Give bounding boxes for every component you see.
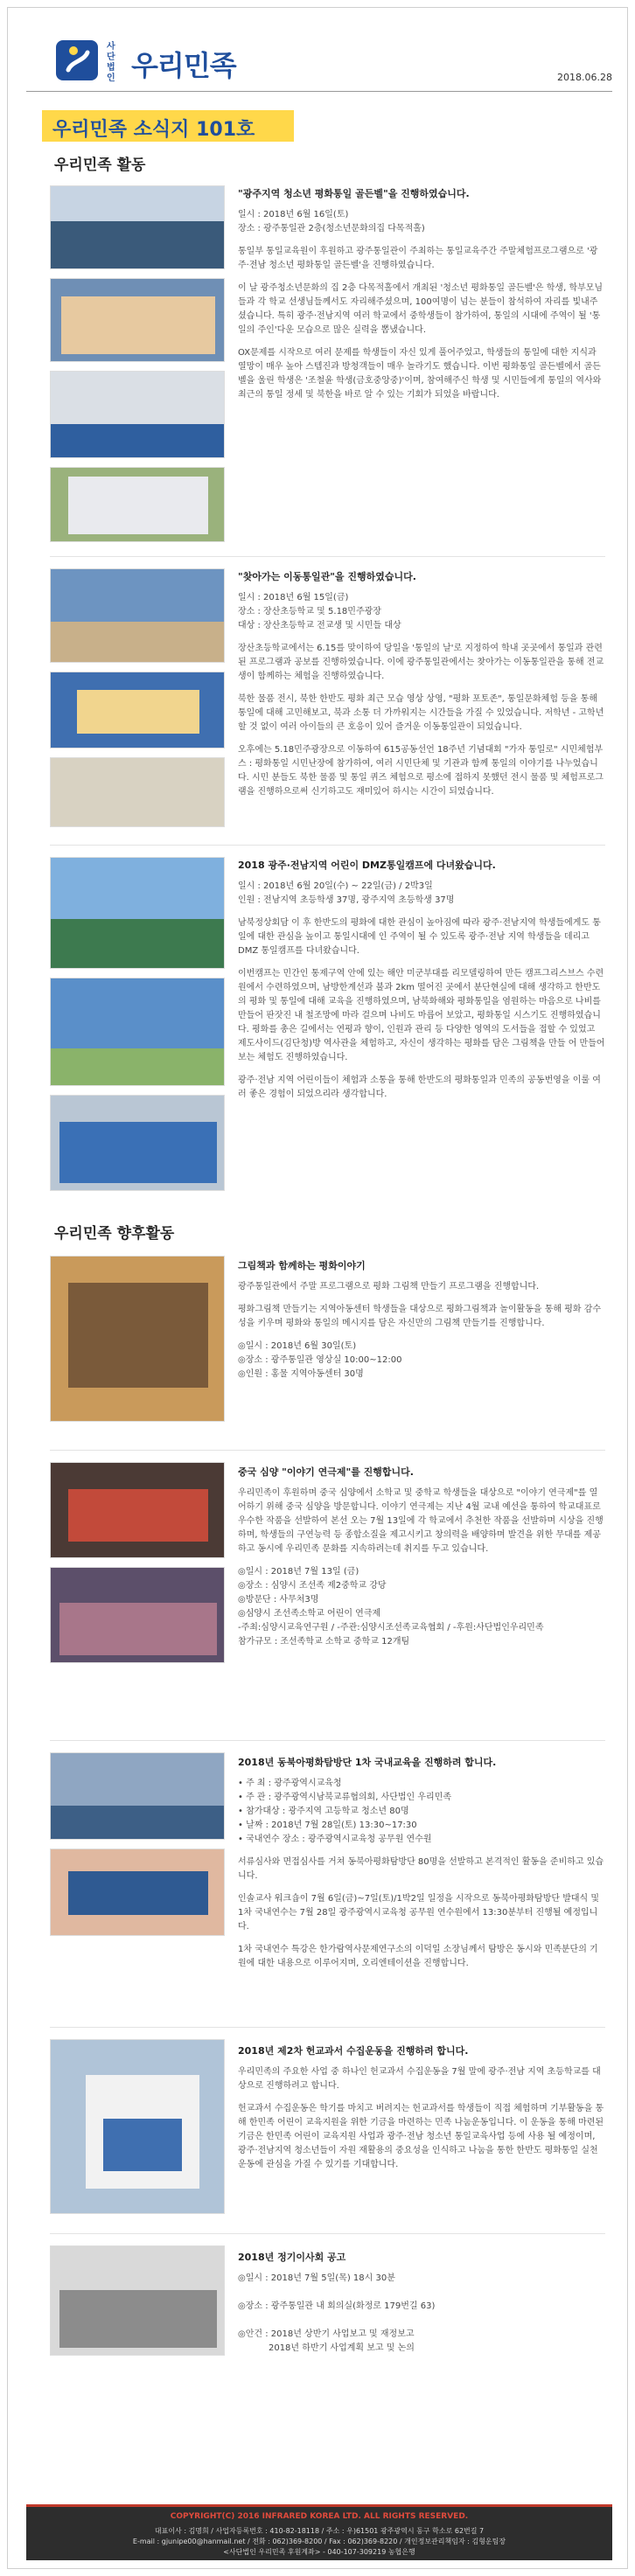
article-meta: 장소 : 장산초등학교 및 5.18민주광장: [238, 607, 381, 616]
article-3: [238, 859, 605, 1110]
article-meta: ◎일시 : 2018년 6월 30일(토): [238, 1341, 357, 1351]
article-2: [238, 570, 605, 808]
footer: [26, 2504, 612, 2560]
article-title: "찾아가는 이동통일관"을 진행하였습니다.: [238, 571, 416, 582]
article-photo: [50, 672, 225, 748]
article-photo: [50, 1752, 225, 1840]
newsletter-title-band: [42, 110, 294, 142]
article-paragraph: 남북정상회담 이 후 한반도의 평화에 대한 관심이 높아짐에 따라 광주·전남지역 학생들에게도 통일에 대한 관심을 높이고 통일시대에 인 주역이 될 수 있도록 광주·전남 지역 학생들을 데리고 DMZ 통일캠프를 다녀왔습니다.: [238, 918, 601, 956]
article-meta: 일시 : 2018년 6월 15일(금): [238, 593, 349, 602]
article-meta: ◎심양시 조선족소학교 어린이 연극제: [238, 1609, 381, 1619]
header-divider: [26, 91, 612, 92]
article-photo: [50, 1567, 225, 1663]
footer-address: [26, 2526, 612, 2558]
article-divider: [50, 1450, 605, 1451]
article-title: "광주지역 청소년 평화통일 골든벨"을 진행하였습니다.: [238, 188, 470, 199]
logo-emblem-icon: [52, 35, 105, 84]
logo-text: 우리민족: [131, 49, 236, 82]
article-meta: 일시 : 2018년 6월 16일(토): [238, 210, 349, 219]
article-meta: 일시 : 2018년 6월 20일(수) ~ 22일(금) / 2박3일: [238, 881, 433, 891]
article-paragraph: OX문제를 시작으로 여러 문제를 학생들이 자신 있게 풀어주었고, 학생들의 통일에 대한 지식과 열망이 매우 높아 스텝진과 방청객들이 매우 놀라기도 했습니다. 이번 평화통일 골든벨에서 골든벨을 울린 학생은 '조철윤 학생(금호중앙중)'이며, 참여해주신 학생 및 시민들에게 통일의 역사와 최근의 통일 정세 및 북한을 바로 알 수 있는 기회가 되었을 바랍니다.: [238, 348, 602, 400]
article-paragraph: 통일부 통일교육원이 후원하고 광주통일관이 주최하는 통일교육주간 주말체험프로그램으로 '광주·전남 청소년 평화통일 골든벨'을 진행하였습니다.: [238, 247, 598, 270]
article-meta: ◎일시 : 2018년 7월 5일(목) 18시 30분: [238, 2273, 395, 2283]
article-meta: 인원 : 전남지역 초등학생 37명, 광주지역 초등학생 37명: [238, 895, 455, 905]
article-meta: • 날짜 : 2018년 7월 28일(토) 13:30~17:30: [238, 1821, 417, 1830]
article-paragraph: 장산초등학교에서는 6.15를 맞이하여 당일을 '통일의 날'로 지정하여 학내 곳곳에서 통일과 관련된 프로그램과 공보를 진행하였습니다. 이에 광주통일관에서는 찾아가는 이동통일관을 통해 전교생이 함께하는 체험을 진행하였습니다.: [238, 644, 604, 681]
footer-line: E-mail : gjunipe00@hanmail.net / 전화 : 062)369-8200 / Fax : 062)369-8220 / 개인정보관리책임자 : 김형운팀장: [132, 2538, 506, 2545]
article-paragraph: 평화그림책 만들기는 지역아동센터 학생들을 대상으로 평화그림책과 놀이활동을 통해 평화 감수성을 키우며 평화와 통일의 메시지를 담은 자신만의 그림책 만들기를 진행합니다.: [238, 1305, 602, 1328]
article-4: [238, 1259, 605, 1390]
article-meta: [238, 2314, 605, 2328]
article-paragraph: 이 날 광주청소년문화의 집 2층 다목적홀에서 개최된 '청소년 평화통일 골든벨'은 학생, 학부모님들과 각 학교 선생님들께서도 자리해주셨으며, 100여명이 넘는 분들이 참석하여 자리를 빛내주셨습니다. 특히 광주·전남지역 여러 학교에서 중학생들이 참가하여, 통일의 시대에 주역이 될 '통일의 주인'다운 모습으로 많은 실력을 뽐냈습니다.: [238, 283, 604, 335]
article-photo: [50, 978, 225, 1086]
article-photo: [50, 1848, 225, 1936]
article-1: [238, 187, 605, 411]
article-meta: ◎안건 : 2018년 상반기 사업보고 및 재정보고: [238, 2329, 415, 2339]
article-meta: ◎장소 : 심양시 조선족 제2중학교 강당: [238, 1581, 387, 1591]
article-paragraph: 광주·전남 지역 어린이들이 체험과 소통을 통해 한반도의 평화통일과 민족의 공동번영을 이룰 여러 좋은 경험이 되었으리라 생각합니다.: [238, 1076, 601, 1099]
article-divider: [50, 2027, 605, 2028]
article-paragraph: 1차 국내연수 특강은 한가람역사문제연구소의 이덕일 소장님께서 탐방은 동시와 민족분단의 기원에 대한 내용으로 이루어지며, 오리엔테이션을 진행합니다.: [238, 1945, 598, 1968]
article-paragraph: 헌교과서 수집운동은 학기를 마치고 버려지는 헌교과서를 학생들이 직접 체험하며 기부활동을 통해 한민족 어린이 교육지원을 위한 기금을 마련하는 민족 나눔운동입니다. 이 운동을 통해 마련된 기금은 한민족 어린이 교육지원 사업과 광주·전남 청소년 통일교육사업 등에 사용 될 예정이며, 광주·전남지역 청소년들이 자원 재활용의 중요성을 인식하고 나눔을 통한 한반도 평화통일 실천운동에 관심을 가질 수 있기를 기대합니다.: [238, 2104, 604, 2169]
article-meta: ◎인원 : 홍물 지역아동센터 30명: [238, 1369, 364, 1379]
article-paragraph: 서류심사와 면접심사를 거쳐 동북아평화탐방단 80명을 선발하고 본격적인 활동을 준비하고 있습니다.: [238, 1857, 604, 1881]
section-heading-activities: 우리민족 활동: [54, 157, 146, 174]
article-paragraph: 이번캠프는 민간인 통제구역 안에 있는 해안 미군부대를 리모델링하여 만든 캠프그리스브스 수련원에서 수련하였으며, 남방한계선과 불과 2km 떨어진 곳에서 분단현실에 대해 생각하고 한반도의 평화 및 통일에 대해 교육을 진행하였으며, 남북화해와 평화통일을 염원하는 마음으로 나비를 만들어 판잣진 내 철조망에 마라 걸으며 나비도 마릅어 보았고, 평화통일 시스기도 진행하였습니다. 평화를 총은 길에서는 연평과 향이, 인원과 관리 등 다양한 영역의 도서들을 접할 수 있었고 제도사이드(김단청)방 역사관을 체험하고, 자신이 생각하는 평화를 담은 그림책을 만들 어 만들어 보는 체험도 진행하였습니다.: [238, 969, 605, 1062]
article-meta: -주최:심양시교육연구원 / -주관:심양시조선족교육협회 / -후원:사단법인우리민족: [238, 1623, 544, 1633]
footer-copyright: COPYRIGHT(C) 2016 INFRARED KOREA LTD. ALL RIGHTS RESERVED.: [170, 2512, 469, 2521]
article-paragraph: 오후에는 5.18민주광장으로 이동하여 615공동선언 18주년 기념대회 "가자 통일로" 시민체험부스 : 평화통일 시민난장에 참가하여, 여러 시민단체 및 기관과 함께 통일의 이야기를 나누었습니다. 시민 분들도 북한 물품 및 통일 퀴즈 체험으로 평소에 접하지 못했던 전시 물품 및 체험프로그램을 진행하으로써 신기하고도 재미있어 하시는 시간이 되었습니다.: [238, 745, 604, 797]
article-paragraph: 우리민족의 주요한 사업 중 하나인 헌교과서 수집운동을 7월 말에 광주·전남 지역 초등학교를 대상으로 진행하려고 합니다.: [238, 2067, 601, 2091]
article-divider: [50, 2233, 605, 2234]
header: [26, 26, 612, 87]
article-photo: [50, 857, 225, 969]
article-meta: • 주 최 : 광주광역시교육청: [238, 1779, 342, 1788]
article-meta: 참가규모 : 조선족학교 소학교 중학교 12개팀: [238, 1637, 410, 1647]
article-meta: • 국내연수 장소 : 광주광역시교육청 공무원 연수원: [238, 1835, 432, 1844]
article-paragraph: 광주통일관에서 주말 프로그램으로 평화 그림책 만들기 프로그램을 진행합니다.: [238, 1282, 540, 1291]
article-6: [238, 1756, 605, 1980]
article-photo: [50, 185, 225, 269]
article-title: 2018 광주·전남지역 어린이 DMZ통일캠프에 다녀왔습니다.: [238, 860, 496, 871]
article-photo: [50, 1256, 225, 1422]
article-paragraph: 우리민족이 후원하며 중국 심양에서 소학교 및 중학교 학생들을 대상으로 "이야기 연극제"를 열어하기 위해 중국 심양을 방문합니다. 이야기 연극제는 지난 4월 교내 예선을 통하여 학교대표로 우수한 작품을 선발하여 본선 오는 7월 13일에 각 학교에서 추천한 작품을 선발하며 시상을 진행하며, 학생들의 구연능력 등 종합소질을 제고시키고 창의력을 배양하며 발견을 위한 무대를 제공하고 동시에 우리민족 문화를 지속하려는데 취지를 두고 있습니다.: [238, 1488, 604, 1554]
article-meta: ◎장소 : 광주통일관 내 회의실(화정로 179번길 63): [238, 2301, 436, 2311]
article-title: 2018년 제2차 헌교과서 수집운동을 진행하려 합니다.: [238, 2045, 469, 2057]
article-5: [238, 1466, 605, 1658]
newsletter-title: 우리민족 소식지 101호: [52, 119, 255, 141]
logo-small-text: 사단법인: [107, 42, 115, 83]
issue-date: 2018.06.28: [557, 72, 612, 83]
article-paragraph: 인솔교사 워크숍이 7월 6일(금)~7일(토)/1박2일 일정을 시작으로 동북아평화탐방단 발대식 및 1차 국내연수는 7월 28일 광주광역시교육청 공무원 연수원에서 13:30분부터 진행될 예정입니다.: [238, 1894, 600, 1932]
article-photo: [50, 467, 225, 542]
article-meta: • 주 관 : 광주광역시남북교류협의회, 사단법인 우리민족: [238, 1793, 452, 1802]
article-title: 2018년 정기이사회 공고: [238, 2252, 346, 2263]
article-meta: 2018년 하반기 사업계획 보고 및 논의: [238, 2343, 415, 2353]
article-photo: [50, 371, 225, 458]
article-photo: [50, 2245, 225, 2356]
article-photo: [50, 568, 225, 663]
article-divider: [50, 556, 605, 557]
section-heading-upcoming: 우리민족 향후활동: [54, 1225, 175, 1243]
article-8: [238, 2251, 605, 2364]
article-title: 2018년 동북아평화탐방단 1차 국내교육을 진행하려 합니다.: [238, 1757, 497, 1768]
article-7: [238, 2044, 605, 2181]
article-title: 중국 심양 "이야기 연극제"를 진행합니다.: [238, 1466, 414, 1478]
footer-line: 대표이사 : 김명희 / 사업자등록번호 : 410-82-18118 / 주소 : 우)61501 광주광역시 동구 학소로 62번길 7: [154, 2527, 485, 2535]
article-paragraph: 북한 물품 전시, 북한 한반도 평화 최근 모습 영상 상영, "평화 포토존", 통일문화체험 등을 통해 통일에 대해 고민해보고, 북과 소통 더 가까워지는 시간들을 가질 수 있었습니다. 저학년 - 고학년 할 것 없이 여러 아이들의 큰 호응이 있어 즐거운 이동통일관이 되었습니다.: [238, 694, 604, 732]
article-meta: 장소 : 광주통일관 2층(청소년문화의집 다목적홀): [238, 224, 425, 233]
article-meta: ◎장소 : 광주통일관 영상실 10:00~12:00: [238, 1355, 402, 1365]
article-photo: [50, 1095, 225, 1191]
article-photo: [50, 757, 225, 827]
article-photo: [50, 278, 225, 362]
article-meta: 대상 : 장산초등학교 전교생 및 시민들 대상: [238, 621, 401, 630]
article-photo: [50, 1462, 225, 1558]
article-photo: [50, 2039, 225, 2214]
article-meta: • 참가대상 : 광주지역 고등학교 청소년 80명: [238, 1807, 409, 1816]
article-meta: [238, 2286, 605, 2300]
article-divider: [50, 1740, 605, 1741]
article-title: 그림책과 함께하는 평화이야기: [238, 1260, 366, 1271]
footer-line: <사단법인 우리민족 후원계좌> - 040-107-309219 농협은행: [223, 2548, 415, 2556]
article-meta: ◎방문단 : 사무처3명: [238, 1595, 319, 1605]
article-divider: [50, 845, 605, 846]
article-meta: ◎일시 : 2018년 7월 13일 (금): [238, 1567, 359, 1577]
logo: [52, 35, 280, 84]
